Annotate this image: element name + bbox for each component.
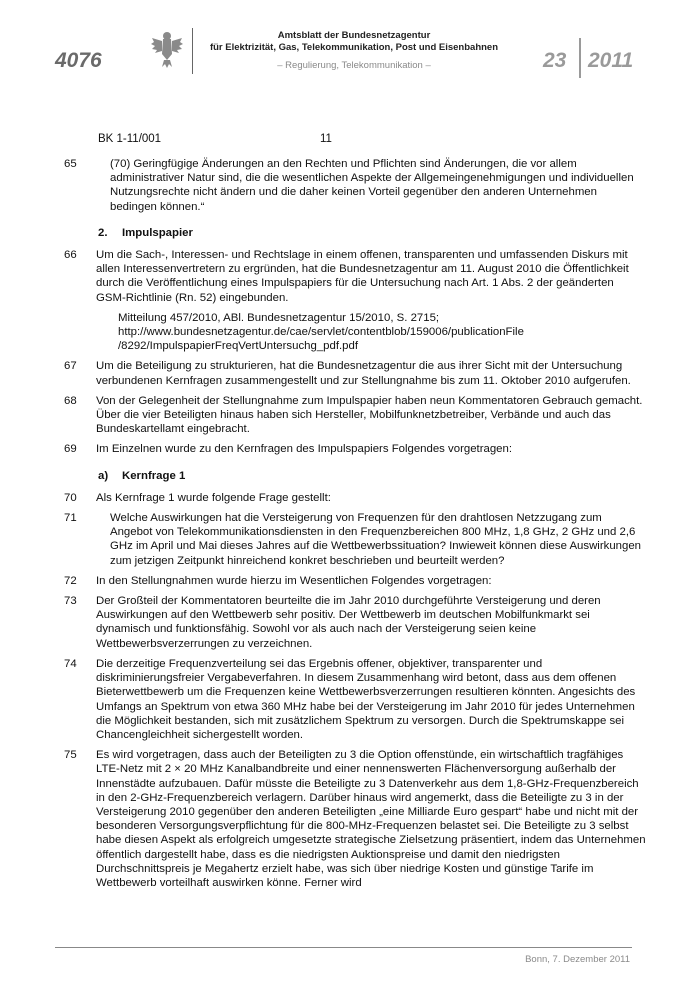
gazette-subtitle: – Regulierung, Telekommunikation – <box>277 60 431 71</box>
paragraph-73 <box>0 594 700 651</box>
paragraph-number: 70 <box>64 491 77 504</box>
paragraph-number: 71 <box>64 512 77 525</box>
footer-date: Bonn, 7. Dezember 2011 <box>525 954 630 965</box>
citation-url: http://www.bundesnetzagentur.de/cae/servlet/contentblob/159006/publicationFile <box>118 326 524 339</box>
section-heading-impulspapier <box>0 226 700 240</box>
section-number: a) <box>98 469 109 482</box>
paragraph-text: In den Stellungnahmen wurde hierzu im Wesentlichen Folgendes vorgetragen: <box>96 574 492 587</box>
document-reference: BK 1-11/001 <box>98 133 162 145</box>
page-number: 4076 <box>55 49 102 72</box>
paragraph-number: 73 <box>64 595 77 608</box>
paragraph-text: (70) Geringfügige Änderungen an den Rechten und Pflichten sind Änderungen, die vor allem administrativer Natur sind, die die wesentlichen Aspekte der Allgemeingenehmigungen und individuellen Nutzungsrechte nicht ändern und die daher keinen Vorteil gegenüber den anderen Unternehmen bedingen können.“ <box>110 158 634 213</box>
paragraph-number: 75 <box>64 749 77 762</box>
citation-line: Mitteilung 457/2010, ABl. Bundesnetzagentur 15/2010, S. 2715; <box>118 311 440 324</box>
paragraph-number: 74 <box>64 657 77 670</box>
section-title: Impulspapier <box>122 226 193 239</box>
paragraph-67 <box>0 359 700 387</box>
document-page: 11 <box>320 133 332 145</box>
paragraph-text: Von der Gelegenheit der Stellungnahme zum Impulspapier haben neun Kommentatoren Gebrauch gemacht. Über die vier Beteiligten hinaus haben sich Hersteller, Mobilfunknetzbetreiber, Verbände und auch das Bundeskartellamt eingebracht. <box>96 394 643 436</box>
paragraph-text: Im Einzelnen wurde zu den Kernfragen des Impulspapiers Folgendes vorgetragen: <box>96 443 513 456</box>
paragraph-number: 66 <box>64 249 77 262</box>
paragraph-number: 67 <box>64 360 77 373</box>
footer-divider <box>55 947 632 948</box>
paragraph-number: 72 <box>64 574 77 587</box>
paragraph-text: Der Großteil der Kommentatoren beurteilte die im Jahr 2010 durchgeführte Versteigerung und deren Auswirkungen auf den Wettbewerb sehr positiv. Der Wettbewerb im deutschen Mobilfunkmarkt sei dynamisch und funktionsfähig. Sowohl vor als auch nach der Versteigerung seien keine Wettbewerbsverzerrungen zu verzeichnen. <box>96 595 601 650</box>
paragraph-68 <box>0 394 700 437</box>
issue-year: 2011 <box>588 49 634 72</box>
paragraph-number: 65 <box>64 158 77 170</box>
paragraph-70 <box>0 491 700 505</box>
federal-eagle-logo <box>150 30 184 70</box>
paragraph-number: 69 <box>64 443 77 456</box>
section-title: Kernfrage 1 <box>122 469 186 482</box>
paragraph-text: Welche Auswirkungen hat die Versteigerung von Frequenzen für den drahtlosen Netzzugang zum Angebot von Telekommunikationsdiensten in den Frequenzbereichen 800 MHz, 1,8 GHz, 2 GHz und 2,6 GHz im April und Mai dieses Jahres auf die Wettbewerbssituation? Inwieweit können diese Auswirkungen zum jetzigen Zeitpunkt hinreichend konkret beschrieben und beurteilt werden? <box>110 512 641 567</box>
paragraph-text: Es wird vorgetragen, dass auch der Beteiligten zu 3 die Option offenstünde, ein wirtschaftlich tragfähiges LTE-Netz mit 2 × 20 MHz Kanalbandbreite und einer nennenswerten Flächenversorgung außerhalb der Innenstädte aufzubauen. Dafür müsste die Beteiligte zu 3 Datenverkehr aus dem 1,8-GHz-Frequenzbereich in den 2-GHz-Frequenzbereich verlagern. Darüber hinaus wird angemerkt, dass die Beteiligte zu 3 in der Versteigerung 2010 gegenüber den anderen Beteiligten „eine Milliarde Euro gespart“ habe und nicht mit der besonderen Versorgungsverpflichtung für die 800-MHz-Frequenzen belastet sei. Die Beteiligte zu 3 selbst habe diesen Aspekt als erfolgreich umgesetzte strategische Zielsetzung präsentiert, indem das Unternehmen öffentlich dargestellt habe, dass es die niedrigsten Auktionspreise und damit den niedrigsten Durchschnittspreis je Megahertz erzielt habe, was sich über niedrige Kosten und günstige Tarife im Wettbewerb vorteilhaft auswirken könne. Ferner wird <box>96 749 646 889</box>
gazette-title <box>198 30 510 54</box>
citation-url: /8292/ImpulspapierFreqVertUntersuchg_pdf.pdf <box>118 340 358 353</box>
paragraph-66 <box>0 248 700 305</box>
paragraph-65 <box>0 157 700 214</box>
section-heading-kernfrage-1 <box>0 469 700 483</box>
issue-number: 23 <box>543 49 567 72</box>
paragraph-75 <box>0 748 700 890</box>
paragraph-74 <box>0 657 700 742</box>
paragraph-text: Um die Sach-, Interessen- und Rechtslage in einem offenen, transparenten und umfassenden Diskurs mit allen Interessenvertretern zu ergründen, hat die Bundesnetzagentur am 11. August 2010 die Öffentlichkeit durch die Veröffentlichung eines Impulspapiers für die Untersuchung nach Art. 1 Abs. 2 der geänderten GSM-Richtlinie (Rn. 52) eingebunden. <box>96 249 629 304</box>
paragraph-72 <box>0 574 700 588</box>
citation-block <box>118 311 646 354</box>
gazette-title-line2: für Elektrizität, Gas, Telekommunikation, Post und Eisenbahnen <box>209 42 499 53</box>
paragraph-text: Die derzeitige Frequenzverteilung sei das Ergebnis offener, objektiver, transparenter und diskriminierungsfreier Vergabeverfahren. In diesem Zusammenhang wird betont, dass aus dem offenen Bieterwettbewerb um die Frequenzen keine Wettbewerbsverzerrungen resultieren könnten. Angesichts des Umfangs an Spektrum von etwa 360 MHz habe bei der Versteigerung im Jahr 2010 für jedes Unternehmen die Möglichkeit bestanden, sich mit zusätzlichem Spektrum zu versorgen. Durch die Spektrumskappe sei Chancengleichheit sichergestellt worden. <box>96 657 636 741</box>
gazette-title-line1: Amtsblatt der Bundesnetzagentur <box>277 30 431 41</box>
paragraph-text: Um die Beteiligung zu strukturieren, hat die Bundesnetzagentur die aus ihrer Sicht mit der Untersuchung verbundenen Kernfragen zusammengestellt und zur Stellungnahme bis zum 11. Oktober 2010 aufgerufen. <box>96 360 631 387</box>
issue-divider <box>579 38 581 78</box>
paragraph-69 <box>0 442 700 456</box>
paragraph-text: Als Kernfrage 1 wurde folgende Frage gestellt: <box>96 491 331 504</box>
paragraph-71 <box>0 511 700 568</box>
section-number: 2. <box>98 226 108 239</box>
paragraph-number: 68 <box>64 394 77 407</box>
header-divider <box>192 28 193 74</box>
document-body <box>0 157 700 896</box>
